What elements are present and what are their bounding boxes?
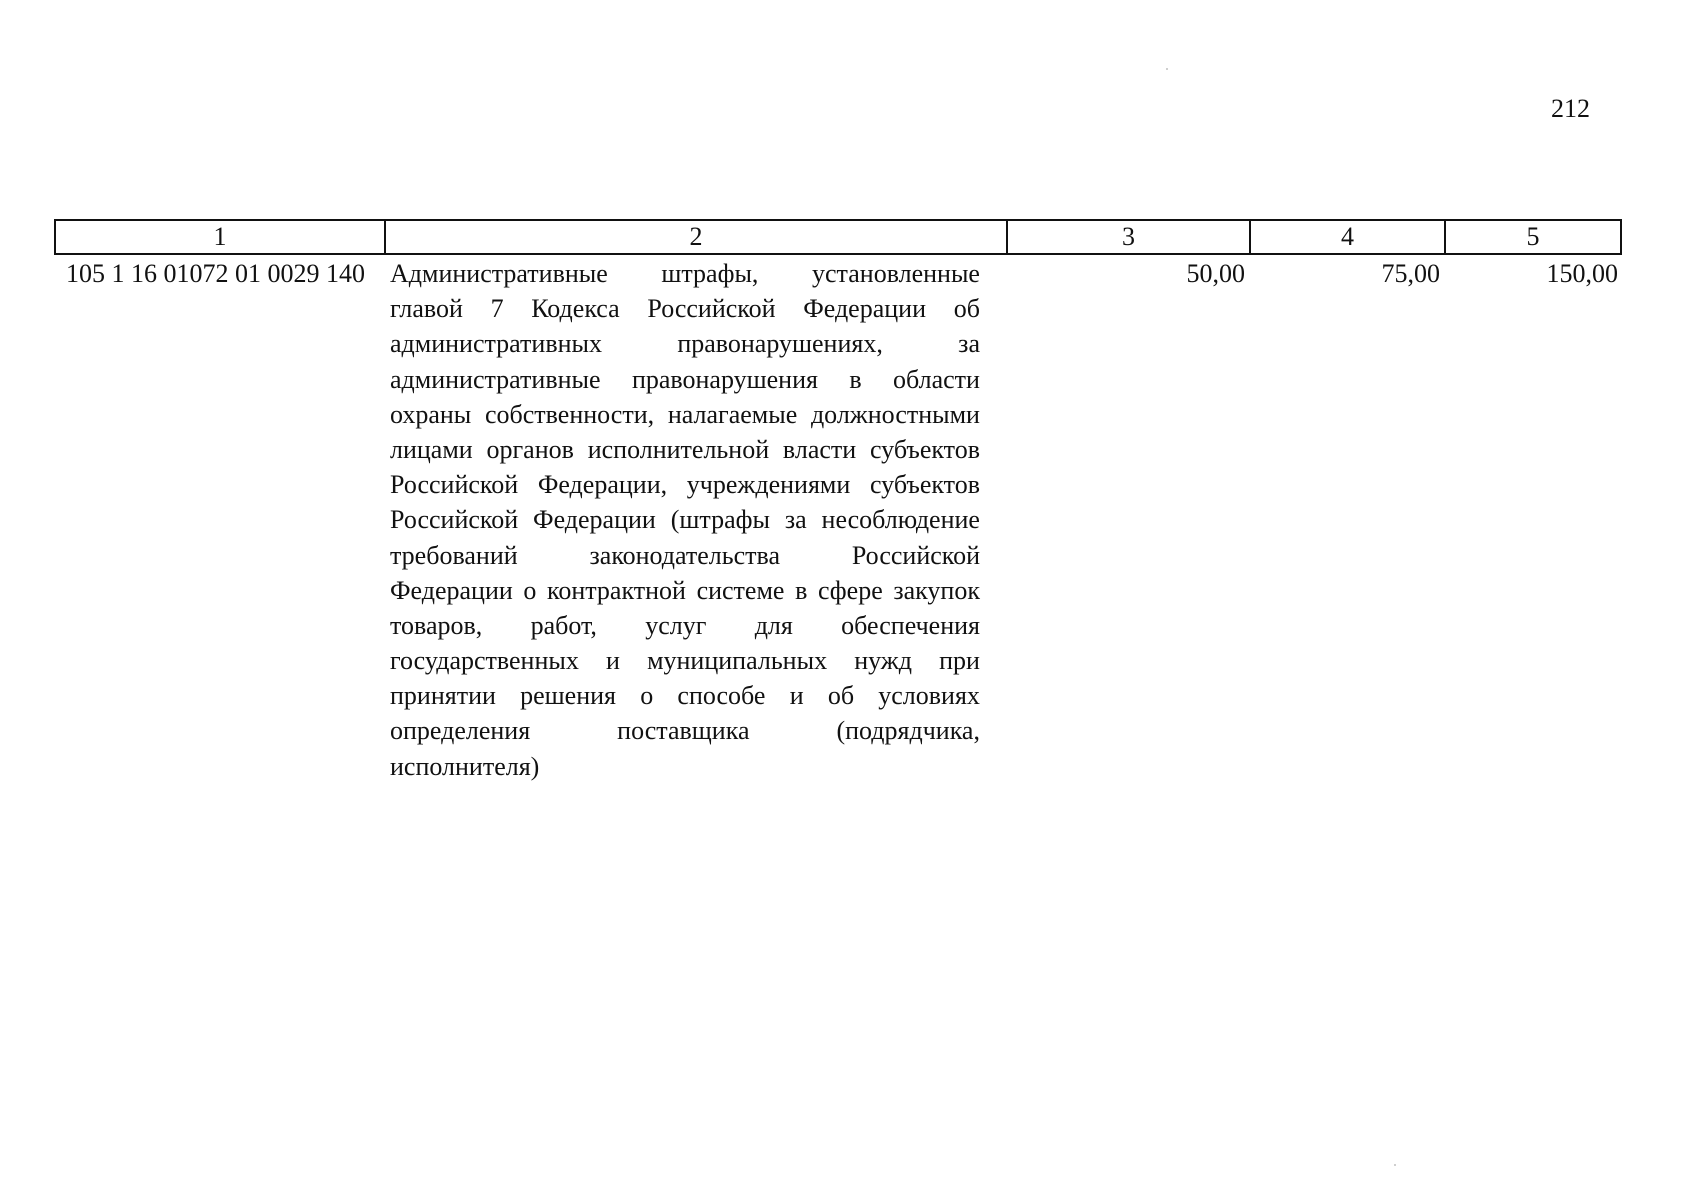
description-word: Федерации: [390, 575, 513, 605]
description-line: [390, 538, 980, 573]
description-word: установленные: [812, 259, 980, 288]
description-word: правонарушения: [631, 364, 818, 394]
description-line: [390, 573, 980, 608]
description-line: [390, 643, 980, 678]
description-word: для: [754, 610, 793, 640]
table-header-cell: 2: [384, 221, 1006, 253]
description-word: решения: [520, 681, 616, 711]
scan-speck: [1166, 68, 1168, 70]
description-line: [390, 608, 980, 643]
description-line: [390, 467, 980, 502]
description-word: налагаемые: [667, 399, 798, 429]
description-word: Федерации: [803, 294, 927, 324]
description-word: субъектов: [869, 434, 980, 464]
description-word: несоблюдение: [821, 505, 980, 535]
description-word: нужд: [854, 646, 912, 676]
description-word: поставщика: [617, 716, 750, 746]
description-word: органов: [486, 434, 574, 464]
description-word: принятии: [390, 681, 496, 711]
description-word: лицами: [390, 434, 473, 464]
table-header-cell: 1: [54, 221, 384, 253]
description-word: обеспечения: [841, 610, 980, 640]
description-word: правонарушениях,: [677, 329, 883, 359]
value-col-5: 150,00: [1546, 259, 1618, 288]
description-line: [390, 749, 980, 784]
description-word: государственных: [390, 646, 579, 676]
description-word: Административные: [390, 259, 608, 288]
description-word: товаров,: [390, 610, 483, 640]
description-word: власти: [782, 434, 857, 464]
table-row: [54, 256, 1622, 784]
description-word: Федерации: [533, 505, 656, 535]
description-word: административные: [390, 364, 601, 394]
description-word: сфере: [817, 575, 883, 605]
description-word: способе: [677, 681, 766, 711]
description-word: исполнительной: [587, 434, 770, 464]
description-word: в: [849, 364, 862, 394]
description-line: [390, 326, 980, 361]
description-word: и: [606, 646, 620, 676]
value-col-3: 50,00: [1186, 259, 1245, 288]
description-word: за: [958, 329, 980, 359]
description-word: системе: [696, 575, 785, 605]
description-word: Федерации,: [537, 470, 668, 500]
description-word: законодательства: [589, 540, 781, 570]
description-word: области: [893, 364, 980, 394]
description-word: контрактной: [547, 575, 686, 605]
description-word: охраны: [390, 399, 472, 429]
description-word: о: [640, 681, 654, 711]
description-word: собственности,: [484, 399, 655, 429]
description-word: Кодекса: [531, 294, 620, 324]
table-header-row: [54, 219, 1622, 255]
description-word: Российской: [647, 294, 776, 324]
description-word: исполнителя): [390, 751, 540, 781]
description-word: субъектов: [869, 470, 980, 500]
revenue-description: [384, 256, 1006, 784]
description-word: за: [784, 505, 807, 535]
description-word: об: [953, 294, 980, 324]
description-word: должностными: [810, 399, 980, 429]
description-word: учреждениями: [686, 470, 851, 500]
description-word: штрафы,: [661, 259, 759, 288]
description-line: [390, 678, 980, 713]
table-header-cell: 3: [1006, 221, 1249, 253]
description-word: закупок: [893, 575, 980, 605]
description-word: Российской: [390, 470, 519, 500]
description-line: [390, 256, 980, 291]
table-header-cell: 4: [1249, 221, 1444, 253]
table-header-cell: 5: [1444, 221, 1622, 253]
description-word: муниципальных: [647, 646, 828, 676]
value-col-4: 75,00: [1381, 259, 1440, 288]
description-word: административных: [390, 329, 602, 359]
description-word: (штрафы: [670, 505, 770, 535]
description-word: о: [523, 575, 537, 605]
description-word: (подрядчика,: [836, 716, 980, 746]
description-word: работ,: [530, 610, 597, 640]
description-word: Российской: [851, 540, 980, 570]
description-line: [390, 432, 980, 467]
description-word: требований: [390, 540, 518, 570]
description-word: в: [795, 575, 808, 605]
description-word: об: [827, 681, 855, 711]
description-word: услуг: [645, 610, 707, 640]
description-word: Российской: [390, 505, 519, 535]
description-line: [390, 362, 980, 397]
description-word: условиях: [878, 681, 980, 711]
description-word: главой: [390, 294, 463, 324]
budget-classification-code: 105 1 16 01072 01 0029 140: [66, 259, 365, 288]
description-line: [390, 291, 980, 326]
description-word: определения: [390, 716, 531, 746]
page-number: 212: [1551, 94, 1590, 123]
description-line: [390, 713, 980, 748]
scan-speck: [1394, 1164, 1396, 1166]
description-line: [390, 397, 980, 432]
description-word: при: [939, 646, 980, 676]
description-word: и: [789, 681, 804, 711]
description-line: [390, 502, 980, 537]
description-word: 7: [490, 294, 504, 324]
